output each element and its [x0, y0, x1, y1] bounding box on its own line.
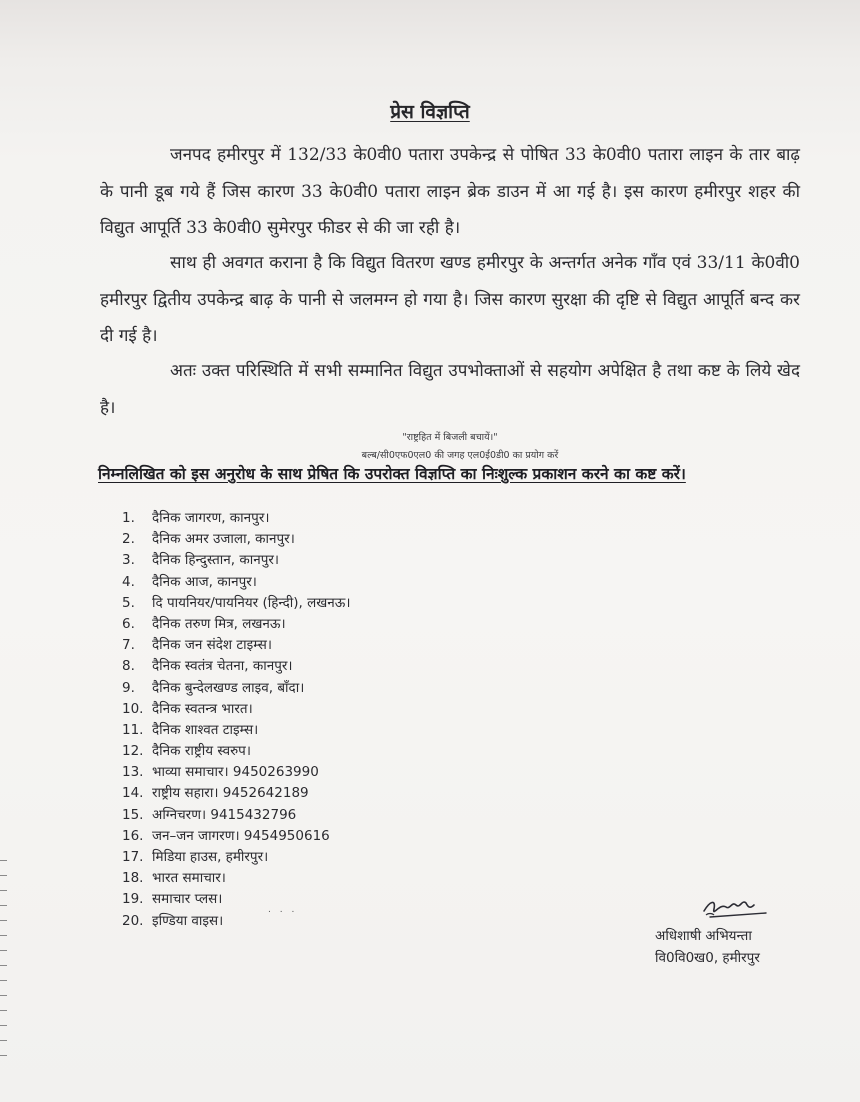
list-item-text: जन–जन जागरण। 9454950616: [152, 827, 330, 844]
list-item-number: 4.: [122, 573, 135, 590]
list-item: [122, 720, 351, 741]
list-item-text: दैनिक जागरण, कानपुर।: [152, 510, 270, 526]
publication-request-line: निम्नलिखित को इस अनुरोध के साथ प्रेषित कि उपरोक्त विज्ञप्ति का निःशुल्क प्रकाशन करने का कष्ट करें।: [98, 464, 686, 483]
list-item: [122, 572, 351, 593]
list-item-text: दैनिक तरुण मित्र, लखनऊ।: [152, 615, 286, 632]
list-item-number: 16.: [122, 827, 144, 844]
list-item: [122, 550, 351, 571]
list-item-number: 2.: [122, 531, 135, 548]
list-item-text: भाव्या समाचार। 9450263990: [152, 764, 319, 781]
list-item-text: दैनिक हिन्दुस्तान, कानपुर।: [152, 552, 280, 569]
list-item: [122, 656, 351, 677]
list-item: [122, 699, 351, 720]
list-item-number: 14.: [122, 785, 144, 802]
list-item-number: 19.: [122, 891, 144, 908]
signatory-designation: अधिशाषी अभियन्ता: [655, 928, 752, 944]
list-item: [122, 593, 351, 614]
list-item-number: 12.: [122, 743, 144, 760]
paragraph-1: [100, 137, 800, 247]
list-item-text: मिडिया हाउस, हमीरपुर।: [152, 849, 269, 865]
list-item: [122, 741, 351, 762]
list-item-number: 15.: [122, 806, 144, 823]
recipient-list: [122, 508, 351, 932]
scan-specks: . . .: [268, 905, 298, 915]
paragraph-2: [100, 245, 800, 355]
list-item-text: दैनिक जन संदेश टाइम्स।: [152, 637, 272, 654]
list-item-number: 20.: [122, 912, 144, 929]
list-item: [122, 868, 351, 889]
list-item-number: 8.: [122, 658, 135, 675]
list-item: [122, 529, 351, 550]
paragraph-3: [100, 353, 800, 426]
document-title: प्रेस विज्ञप्ति: [390, 101, 470, 123]
list-item-number: 6.: [122, 615, 135, 632]
list-item-number: 17.: [122, 849, 144, 865]
list-item: [122, 678, 351, 699]
paragraph-2-text: साथ ही अवगत कराना है कि विद्युत वितरण खण्ड हमीरपुर के अन्तर्गत अनेक गाँव एवं 33/11 के0वी0 हमीरपुर द्वितीय उपकेन्द्र बाढ़ के पानी से जलमग्न हो गया है। जिस कारण सुरक्षा की दृष्टि से विद्युत आपूर्ति बन्द कर दी गई है।: [100, 253, 800, 346]
list-item: [122, 826, 351, 847]
list-item-text: दैनिक शाश्वत टाइम्स।: [152, 721, 259, 738]
list-item: [122, 508, 351, 529]
list-item: [122, 889, 351, 910]
list-item-text: दि पायनियर/पायनियर (हिन्दी), लखनऊ।: [152, 594, 351, 611]
list-item-text: अग्निचरण। 9415432796: [152, 806, 297, 823]
signature-icon: [700, 893, 770, 923]
list-item: [122, 847, 351, 868]
list-item-text: समाचार प्लस।: [152, 891, 223, 908]
list-item: [122, 783, 351, 804]
list-item: [122, 614, 351, 635]
list-item-text: भारत समाचार।: [152, 870, 226, 887]
paragraph-3-text: अतः उक्त परिस्थिति में सभी सम्मानित विद्युत उपभोक्ताओं से सहयोग अपेक्षित है तथा कष्ट के लिये खेद है।: [100, 361, 800, 418]
list-item-number: 7.: [122, 637, 135, 654]
list-item-text: दैनिक अमर उजाला, कानपुर।: [152, 531, 295, 548]
list-item: [122, 911, 351, 932]
list-item-number: 10.: [122, 700, 144, 717]
list-item-text: दैनिक राष्ट्रीय स्वरुप।: [152, 743, 251, 760]
list-item: [122, 635, 351, 656]
list-item-number: 11.: [122, 721, 144, 738]
list-item: [122, 762, 351, 783]
page-edge-marks: [0, 860, 10, 1102]
slogan-use-led: बल्ब/सी0एफ0एल0 की जगह एल0ई0डी0 का प्रयोग करें: [361, 450, 559, 461]
list-item-number: 5.: [122, 594, 135, 611]
signatory-office: वि0वि0ख0, हमीरपुर: [655, 950, 760, 966]
list-item-text: इण्डिया वाइस।: [152, 912, 224, 929]
list-item-number: 13.: [122, 764, 144, 781]
list-item-number: 9.: [122, 679, 135, 696]
signatory-block: [655, 925, 760, 969]
list-item-number: 1.: [122, 510, 135, 526]
list-item-text: दैनिक आज, कानपुर।: [152, 573, 257, 590]
list-item-text: राष्ट्रीय सहारा। 9452642189: [152, 785, 309, 802]
slogan-save-electricity: "राष्ट्रहित में बिजली बचायें।": [402, 432, 498, 443]
list-item-number: 3.: [122, 552, 135, 569]
list-item-number: 18.: [122, 870, 144, 887]
list-item-text: दैनिक बुन्देलखण्ड लाइव, बाँदा।: [152, 679, 305, 696]
list-item-text: दैनिक स्वतन्त्र भारत।: [152, 700, 253, 717]
paragraph-1-text: जनपद हमीरपुर में 132/33 के0वी0 पतारा उपकेन्द्र से पोषित 33 के0वी0 पतारा लाइन के तार बाढ़ के पानी डूब गये हैं जिस कारण 33 के0वी0 पतारा लाइन ब्रेक डाउन में आ गई है। इस कारण हमीरपुर शहर की विद्युत आपूर्ति 33 के0वी0 सुमेरपुर फीडर से की जा रही है।: [100, 145, 800, 238]
list-item: [122, 805, 351, 826]
list-item-text: दैनिक स्वतंत्र चेतना, कानपुर।: [152, 658, 293, 675]
